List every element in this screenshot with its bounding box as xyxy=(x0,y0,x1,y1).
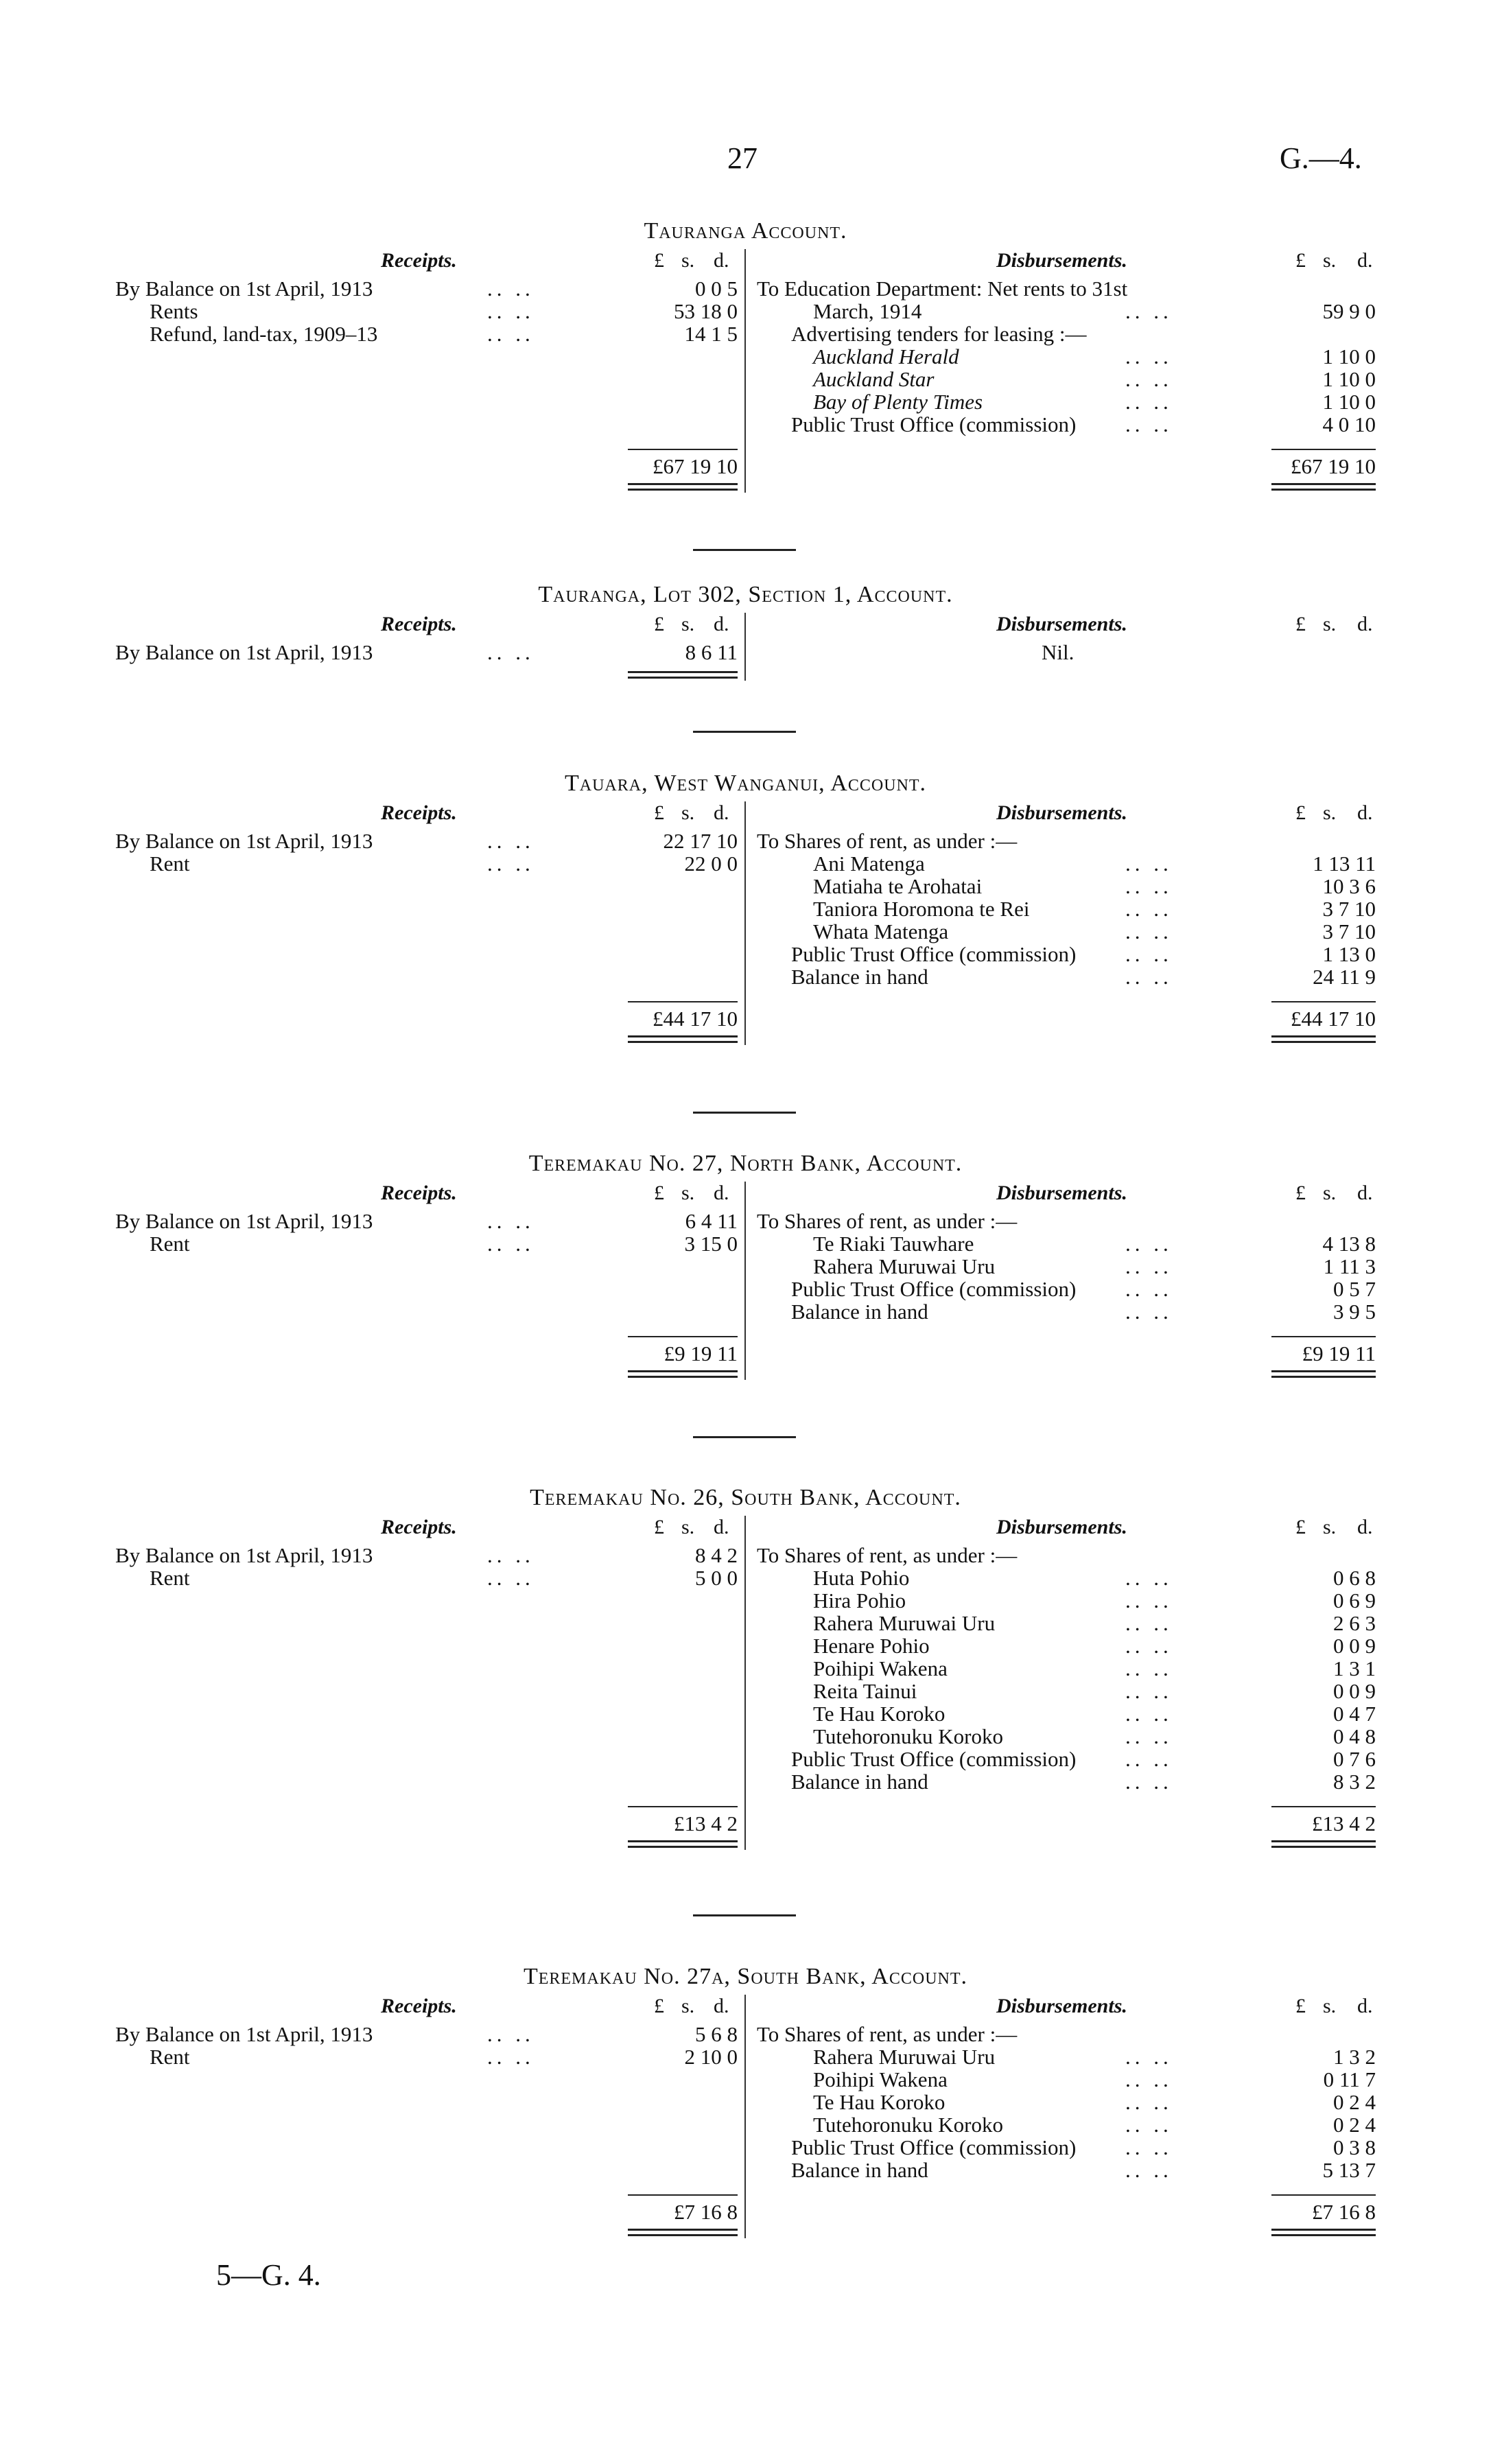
disbursement-label: Balance in hand xyxy=(791,1300,928,1324)
disbursement-amount: 59 9 0 xyxy=(1322,299,1376,323)
leader-dots: .. .. xyxy=(1125,2045,1173,2069)
disbursement-amount: 3 7 10 xyxy=(1322,897,1376,921)
disbursements-pound-header: £ xyxy=(1295,1516,1306,1538)
leader-dots: .. .. xyxy=(1125,1634,1173,1658)
disbursement-label: March, 1914 xyxy=(813,299,922,323)
disbursements-header: Disbursements. xyxy=(996,801,1127,824)
account-title: Teremakau No. 26, South Bank, Account. xyxy=(530,1485,961,1510)
leader-dots: .. .. xyxy=(1125,965,1173,989)
disbursement-label: Te Riaki Tauwhare xyxy=(813,1232,974,1256)
receipt-amount: 14 1 5 xyxy=(684,322,738,346)
disbursements-total: £44 17 10 xyxy=(1291,1007,1376,1031)
column-divider xyxy=(744,1516,746,1850)
disbursements-pound-header: £ xyxy=(1295,613,1306,635)
receipt-label: By Balance on 1st April, 1913 xyxy=(115,2022,373,2046)
receipt-amount: 3 15 0 xyxy=(684,1232,738,1256)
receipt-amount: 22 0 0 xyxy=(684,852,738,876)
double-rule xyxy=(628,1376,738,1378)
disbursement-label: Auckland Star xyxy=(813,367,935,391)
receipt-label: By Balance on 1st April, 1913 xyxy=(115,640,373,664)
disbursement-amount: 2 6 3 xyxy=(1333,1611,1376,1635)
leader-dots: .. .. xyxy=(487,852,535,876)
disbursement-amount: 1 10 0 xyxy=(1322,344,1376,368)
disbursement-label: Reita Tainui xyxy=(813,1679,917,1703)
leader-dots: .. .. xyxy=(1125,2158,1173,2182)
receipts-pence-header: d. xyxy=(714,1182,729,1204)
receipt-label: Rent xyxy=(150,2045,190,2069)
receipts-pence-header: d. xyxy=(714,1516,729,1538)
disbursements-pence-header: d. xyxy=(1357,1182,1373,1204)
receipts-shilling-header: s. xyxy=(681,249,695,272)
receipt-amount: 2 10 0 xyxy=(684,2045,738,2069)
disbursement-label: Tutehoronuku Koroko xyxy=(813,1724,1004,1748)
disbursement-amount: 3 7 10 xyxy=(1322,919,1376,943)
disbursement-label: To Shares of rent, as under :— xyxy=(757,1209,1018,1233)
receipt-amount: 8 4 2 xyxy=(695,1543,738,1567)
receipt-amount: 53 18 0 xyxy=(674,299,738,323)
disbursements-pound-header: £ xyxy=(1295,1995,1306,2017)
leader-dots: .. .. xyxy=(1125,1747,1173,1771)
disbursements-pence-header: d. xyxy=(1357,1995,1373,2017)
account-title: Teremakau No. 27a, South Bank, Account. xyxy=(523,1964,968,1989)
disbursement-label: Te Hau Koroko xyxy=(813,1702,946,1726)
disbursements-shilling-header: s. xyxy=(1323,1995,1337,2017)
receipts-pound-header: £ xyxy=(654,1995,664,2017)
receipt-amount: 8 6 11 xyxy=(685,640,738,664)
disbursement-amount: 8 3 2 xyxy=(1333,1770,1376,1794)
total-rule xyxy=(1271,449,1376,450)
receipts-pound-header: £ xyxy=(654,1182,664,1204)
receipts-shilling-header: s. xyxy=(681,1182,695,1204)
disbursements-pound-header: £ xyxy=(1295,249,1306,272)
double-rule xyxy=(628,1840,738,1842)
receipts-total: £7 16 8 xyxy=(674,2200,738,2224)
double-rule xyxy=(1271,1846,1376,1848)
receipt-amount: 5 0 0 xyxy=(695,1566,738,1590)
disbursements-shilling-header: s. xyxy=(1323,1182,1337,1204)
disbursement-label: Bay of Plenty Times xyxy=(813,390,983,414)
disbursements-pence-header: d. xyxy=(1357,1516,1373,1538)
leader-dots: .. .. xyxy=(1125,2067,1173,2091)
disbursement-amount: 4 0 10 xyxy=(1322,412,1376,436)
disbursement-amount: 1 13 0 xyxy=(1322,942,1376,966)
disbursement-amount: 3 9 5 xyxy=(1333,1300,1376,1324)
document-reference: G.—4. xyxy=(1280,141,1362,175)
disbursement-amount: 0 0 9 xyxy=(1333,1679,1376,1703)
disbursement-label: To Shares of rent, as under :— xyxy=(757,829,1018,853)
disbursement-amount: 24 11 9 xyxy=(1313,965,1376,989)
receipts-total: £9 19 11 xyxy=(664,1341,738,1365)
section-separator xyxy=(693,549,796,551)
receipt-amount: 5 6 8 xyxy=(695,2022,738,2046)
receipt-label: Rents xyxy=(150,299,198,323)
leader-dots: .. .. xyxy=(1125,1679,1173,1703)
disbursement-label: Whata Matenga xyxy=(813,919,949,943)
leader-dots: .. .. xyxy=(1125,390,1173,414)
double-rule xyxy=(1271,1370,1376,1372)
receipt-label: By Balance on 1st April, 1913 xyxy=(115,1543,373,1567)
receipt-label: By Balance on 1st April, 1913 xyxy=(115,277,373,301)
double-rule xyxy=(1271,489,1376,491)
receipts-pound-header: £ xyxy=(654,801,664,824)
disbursement-label: Rahera Muruwai Uru xyxy=(813,2045,996,2069)
receipt-label: Rent xyxy=(150,852,190,876)
receipts-header: Receipts. xyxy=(381,801,457,824)
leader-dots: .. .. xyxy=(1125,1702,1173,1726)
leader-dots: .. .. xyxy=(1125,1300,1173,1324)
double-rule xyxy=(1271,483,1376,485)
leader-dots: .. .. xyxy=(1125,1277,1173,1301)
receipt-amount: 6 4 11 xyxy=(685,1209,738,1233)
leader-dots: .. .. xyxy=(487,640,535,664)
receipts-pence-header: d. xyxy=(714,801,729,824)
total-rule xyxy=(1271,2194,1376,2196)
leader-dots: .. .. xyxy=(487,299,535,323)
column-divider xyxy=(744,1182,746,1380)
leader-dots: .. .. xyxy=(1125,1656,1173,1680)
disbursements-total: £7 16 8 xyxy=(1312,2200,1376,2224)
disbursement-label: Nil. xyxy=(1042,640,1075,664)
column-divider xyxy=(744,801,746,1045)
double-rule xyxy=(628,2229,738,2231)
leader-dots: .. .. xyxy=(487,2022,535,2046)
disbursement-amount: 4 13 8 xyxy=(1322,1232,1376,1256)
disbursement-label: Public Trust Office (commission) xyxy=(791,2135,1077,2159)
leader-dots: .. .. xyxy=(1125,1770,1173,1794)
disbursement-amount: 5 13 7 xyxy=(1322,2158,1376,2182)
leader-dots: .. .. xyxy=(1125,344,1173,368)
disbursement-amount: 0 0 9 xyxy=(1333,1634,1376,1658)
double-rule xyxy=(628,2234,738,2236)
disbursement-label: To Education Department: Net rents to 31st xyxy=(757,277,1128,301)
disbursements-header: Disbursements. xyxy=(996,613,1127,635)
receipts-header: Receipts. xyxy=(381,613,457,635)
account-title: Teremakau No. 27, North Bank, Account. xyxy=(528,1151,963,1176)
disbursement-amount: 1 10 0 xyxy=(1322,390,1376,414)
disbursement-label: Advertising tenders for leasing :— xyxy=(791,322,1087,346)
receipt-label: By Balance on 1st April, 1913 xyxy=(115,1209,373,1233)
leader-dots: .. .. xyxy=(487,1566,535,1590)
receipt-amount: 22 17 10 xyxy=(663,829,738,853)
disbursements-pence-header: d. xyxy=(1357,613,1373,635)
disbursement-label: Poihipi Wakena xyxy=(813,1656,948,1680)
disbursement-amount: 0 2 4 xyxy=(1333,2113,1376,2137)
disbursement-amount: 0 4 8 xyxy=(1333,1724,1376,1748)
disbursement-label: Te Hau Koroko xyxy=(813,2090,946,2114)
disbursements-pence-header: d. xyxy=(1357,249,1373,272)
receipts-pound-header: £ xyxy=(654,613,664,635)
receipts-pound-header: £ xyxy=(654,1516,664,1538)
footer-reference: 5—G. 4. xyxy=(216,2258,321,2292)
disbursements-header: Disbursements. xyxy=(996,1995,1127,2017)
double-rule xyxy=(1271,2229,1376,2231)
double-rule xyxy=(628,489,738,491)
disbursement-amount: 1 11 3 xyxy=(1323,1254,1376,1278)
disbursement-label: Public Trust Office (commission) xyxy=(791,1277,1077,1301)
disbursements-shilling-header: s. xyxy=(1323,249,1337,272)
disbursement-label: Public Trust Office (commission) xyxy=(791,942,1077,966)
disbursements-shilling-header: s. xyxy=(1323,1516,1337,1538)
disbursement-amount: 0 11 7 xyxy=(1323,2067,1376,2091)
receipts-shilling-header: s. xyxy=(681,1516,695,1538)
column-divider xyxy=(744,613,746,681)
disbursements-header: Disbursements. xyxy=(996,249,1127,272)
double-rule xyxy=(628,1035,738,1037)
leader-dots: .. .. xyxy=(487,829,535,853)
disbursement-label: Auckland Herald xyxy=(813,344,959,368)
section-separator xyxy=(693,1914,796,1916)
leader-dots: .. .. xyxy=(487,277,535,301)
section-separator xyxy=(693,1112,796,1114)
disbursement-amount: 0 7 6 xyxy=(1333,1747,1376,1771)
receipts-header: Receipts. xyxy=(381,1995,457,2017)
receipts-total: £67 19 10 xyxy=(653,454,738,478)
leader-dots: .. .. xyxy=(1125,897,1173,921)
disbursements-total: £13 4 2 xyxy=(1312,1811,1376,1835)
disbursement-label: Rahera Muruwai Uru xyxy=(813,1611,996,1635)
receipts-pence-header: d. xyxy=(714,249,729,272)
receipt-label: Rent xyxy=(150,1566,190,1590)
disbursements-pound-header: £ xyxy=(1295,1182,1306,1204)
section-separator xyxy=(693,1436,796,1438)
leader-dots: .. .. xyxy=(1125,367,1173,391)
total-rule xyxy=(628,1806,738,1807)
disbursements-header: Disbursements. xyxy=(996,1182,1127,1204)
disbursements-pence-header: d. xyxy=(1357,801,1373,824)
leader-dots: .. .. xyxy=(487,2045,535,2069)
receipts-header: Receipts. xyxy=(381,249,457,272)
receipts-pence-header: d. xyxy=(714,613,729,635)
leader-dots: .. .. xyxy=(487,1543,535,1567)
leader-dots: .. .. xyxy=(487,1209,535,1233)
disbursement-label: Taniora Horomona te Rei xyxy=(813,897,1030,921)
leader-dots: .. .. xyxy=(1125,874,1173,898)
disbursement-label: Balance in hand xyxy=(791,965,928,989)
account-title: Tauranga Account. xyxy=(644,218,847,244)
disbursement-label: Balance in hand xyxy=(791,1770,928,1794)
receipts-shilling-header: s. xyxy=(681,1995,695,2017)
disbursement-label: Rahera Muruwai Uru xyxy=(813,1254,996,1278)
disbursement-label: Tutehoronuku Koroko xyxy=(813,2113,1004,2137)
leader-dots: .. .. xyxy=(1125,2135,1173,2159)
disbursement-amount: 0 4 7 xyxy=(1333,1702,1376,1726)
disbursement-label: Balance in hand xyxy=(791,2158,928,2182)
disbursement-amount: 1 3 2 xyxy=(1333,2045,1376,2069)
disbursement-label: Huta Pohio xyxy=(813,1566,910,1590)
receipts-header: Receipts. xyxy=(381,1182,457,1204)
leader-dots: .. .. xyxy=(1125,919,1173,943)
leader-dots: .. .. xyxy=(1125,1611,1173,1635)
leader-dots: .. .. xyxy=(1125,852,1173,876)
total-rule xyxy=(1271,1806,1376,1807)
disbursement-amount: 0 3 8 xyxy=(1333,2135,1376,2159)
receipts-total: £13 4 2 xyxy=(674,1811,738,1835)
disbursement-label: Hira Pohio xyxy=(813,1588,906,1612)
account-title: Tauranga, Lot 302, Section 1, Account. xyxy=(538,582,953,607)
double-rule xyxy=(628,1041,738,1043)
total-rule xyxy=(628,1336,738,1337)
disbursement-amount: 1 13 11 xyxy=(1313,852,1376,876)
leader-dots: .. .. xyxy=(1125,299,1173,323)
receipts-shilling-header: s. xyxy=(681,613,695,635)
leader-dots: .. .. xyxy=(1125,1232,1173,1256)
leader-dots: .. .. xyxy=(1125,1588,1173,1612)
receipts-pence-header: d. xyxy=(714,1995,729,2017)
receipt-amount: 0 0 5 xyxy=(695,277,738,301)
double-rule xyxy=(628,677,738,679)
receipts-pound-header: £ xyxy=(654,249,664,272)
disbursement-label: Poihipi Wakena xyxy=(813,2067,948,2091)
leader-dots: .. .. xyxy=(487,322,535,346)
disbursements-shilling-header: s. xyxy=(1323,801,1337,824)
double-rule xyxy=(628,1370,738,1372)
disbursement-amount: 0 2 4 xyxy=(1333,2090,1376,2114)
disbursement-label: To Shares of rent, as under :— xyxy=(757,1543,1018,1567)
account-title: Tauara, West Wanganui, Account. xyxy=(564,771,927,796)
disbursement-label: To Shares of rent, as under :— xyxy=(757,2022,1018,2046)
column-divider xyxy=(744,249,746,493)
total-rule xyxy=(628,1001,738,1002)
double-rule xyxy=(1271,1035,1376,1037)
receipts-header: Receipts. xyxy=(381,1516,457,1538)
column-divider xyxy=(744,1995,746,2238)
disbursement-amount: 10 3 6 xyxy=(1322,874,1376,898)
double-rule xyxy=(1271,1041,1376,1043)
receipt-label: Rent xyxy=(150,1232,190,1256)
page-number: 27 xyxy=(727,141,758,175)
disbursement-amount: 0 6 8 xyxy=(1333,1566,1376,1590)
disbursement-amount: 1 3 1 xyxy=(1333,1656,1376,1680)
leader-dots: .. .. xyxy=(1125,942,1173,966)
total-rule xyxy=(628,2194,738,2196)
leader-dots: .. .. xyxy=(1125,2090,1173,2114)
disbursement-label: Public Trust Office (commission) xyxy=(791,412,1077,436)
disbursement-amount: 1 10 0 xyxy=(1322,367,1376,391)
receipts-total: £44 17 10 xyxy=(653,1007,738,1031)
double-rule xyxy=(628,483,738,485)
disbursement-label: Public Trust Office (commission) xyxy=(791,1747,1077,1771)
double-rule xyxy=(628,1846,738,1848)
double-rule xyxy=(1271,1840,1376,1842)
receipt-label: Refund, land-tax, 1909–13 xyxy=(150,322,378,346)
disbursement-label: Ani Matenga xyxy=(813,852,925,876)
double-rule xyxy=(1271,2234,1376,2236)
leader-dots: .. .. xyxy=(487,1232,535,1256)
disbursements-pound-header: £ xyxy=(1295,801,1306,824)
disbursement-amount: 0 5 7 xyxy=(1333,1277,1376,1301)
total-rule xyxy=(628,449,738,450)
double-rule xyxy=(1271,1376,1376,1378)
section-separator xyxy=(693,731,796,733)
disbursement-label: Matiaha te Arohatai xyxy=(813,874,983,898)
receipts-shilling-header: s. xyxy=(681,801,695,824)
disbursements-total: £67 19 10 xyxy=(1291,454,1376,478)
total-rule xyxy=(1271,1336,1376,1337)
leader-dots: .. .. xyxy=(1125,412,1173,436)
double-rule xyxy=(628,671,738,673)
disbursements-header: Disbursements. xyxy=(996,1516,1127,1538)
total-rule xyxy=(1271,1001,1376,1002)
disbursement-label: Henare Pohio xyxy=(813,1634,930,1658)
leader-dots: .. .. xyxy=(1125,1254,1173,1278)
disbursements-shilling-header: s. xyxy=(1323,613,1337,635)
leader-dots: .. .. xyxy=(1125,1724,1173,1748)
receipt-label: By Balance on 1st April, 1913 xyxy=(115,829,373,853)
leader-dots: .. .. xyxy=(1125,1566,1173,1590)
leader-dots: .. .. xyxy=(1125,2113,1173,2137)
disbursement-amount: 0 6 9 xyxy=(1333,1588,1376,1612)
disbursements-total: £9 19 11 xyxy=(1302,1341,1376,1365)
